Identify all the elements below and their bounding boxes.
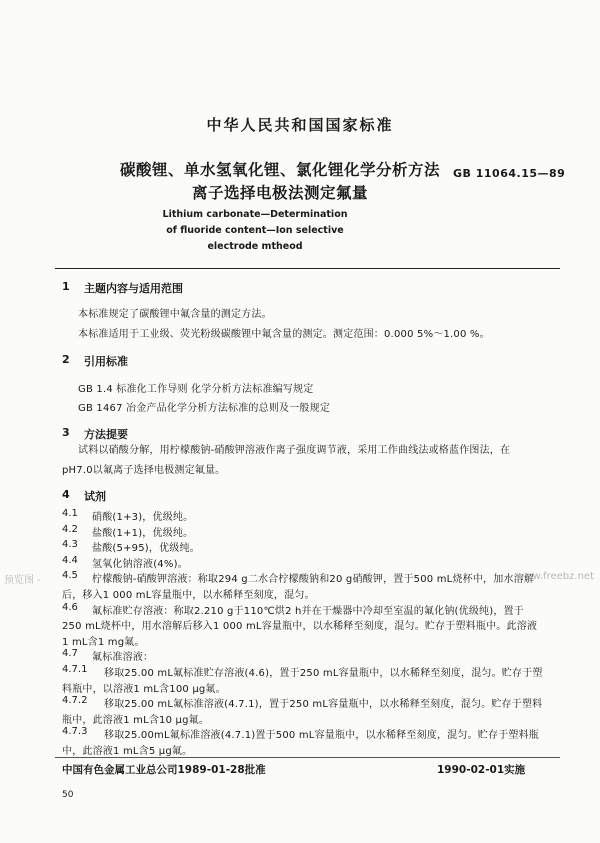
reagent-item-number: 4.7.2 — [62, 695, 88, 706]
reagent-item-number: 4.4 — [62, 555, 78, 566]
section-number: 2 — [62, 353, 70, 366]
reference-gb-1467: GB 1467 冶金产品化学分析方法标准的总则及一般规定 — [78, 403, 331, 414]
reagent-item-continuation: 中，此溶液1 mL含5 μg氟。 — [62, 746, 193, 757]
reagent-item-number: 4.3 — [62, 539, 78, 550]
reagent-item-text: 移取25.00mL氟标准溶液(4.7.1)置于500 mL容量瓶中，以水稀释至刻度，混匀。贮存于塑料瓶 — [104, 730, 539, 741]
approval-note: 中国有色金属工业总公司1989-01-28批准 — [62, 764, 266, 776]
reagent-item-continuation: 250 mL烧杯中，用水溶解后移入1 000 mL容量瓶中，以水稀释至刻度，混匀。贮存于塑料瓶中。此溶液 — [62, 621, 538, 632]
section-number: 1 — [62, 280, 70, 293]
reagent-item-number: 4.7.1 — [62, 664, 88, 675]
section-title: 试剂 — [84, 490, 106, 503]
section-number: 4 — [62, 488, 70, 501]
watermark-left: 预览图 - — [4, 575, 41, 586]
implementation-date: 1990-02-01实施 — [437, 764, 526, 776]
reagent-item-text: 盐酸(5+95)，优级纯。 — [92, 543, 200, 554]
english-title-line-3: electrode mtheod — [207, 241, 303, 252]
reagent-item-text: 硝酸(1+3)，优级纯。 — [92, 512, 194, 523]
reagent-item-text: 移取25.00 mL氟标准贮存溶液(4.6)，置于250 mL容量瓶中，以水稀释至刻度，混匀。贮存于塑 — [104, 668, 543, 679]
reagent-item-number: 4.7.3 — [62, 726, 88, 737]
reagent-item-text: 氟标准贮存溶液：称取2.210 g于110℃烘2 h并在干燥器中冷却至室温的氟化钠(优级纯)，置于 — [92, 606, 524, 617]
section-number: 3 — [62, 426, 70, 439]
reagent-item-text: 氢氧化钠溶液(4%)。 — [92, 559, 188, 570]
reagent-item-continuation: 后，移入1 000 mL容量瓶中，以水稀释至刻度，混匀。 — [62, 590, 315, 601]
reagent-item-continuation: 料瓶中，以溶液1 mL含100 μg氟。 — [62, 684, 226, 695]
reagent-item-text: 氟标准溶液： — [92, 652, 154, 663]
section-title: 方法提要 — [84, 428, 128, 441]
reagent-item-text: 移取25.00 mL氟标准溶液(4.7.1)，置于250 mL容量瓶中，以水稀释至刻度，混匀。贮存于塑料 — [104, 699, 543, 710]
section-1-para-2: 本标准适用于工业级、荧光粉级碳酸锂中氟含量的测定。测定范围：0.000 5%～1.00 %。 — [78, 329, 490, 340]
reagent-item-number: 4.6 — [62, 602, 78, 613]
english-title-line-2: of fluoride content—Ion selective — [166, 225, 344, 236]
section-1-para-1: 本标准规定了碳酸锂中氟含量的测定方法。 — [78, 309, 272, 320]
reagent-item-number: 4.5 — [62, 570, 78, 581]
document-title-line-1: 碳酸锂、单水氢氧化锂、氯化锂化学分析方法 — [119, 161, 440, 179]
standard-number: GB 11064.15—89 — [453, 167, 566, 180]
section-3-para-line-1: 试料以硝酸分解，用柠檬酸钠-硝酸钾溶液作离子强度调节液，采用工作曲线法或格蓝作图法，在 — [78, 445, 511, 456]
reagent-item-continuation: 瓶中，此溶液1 mL含10 μg氟。 — [62, 715, 210, 726]
reagent-item-number: 4.7 — [62, 648, 78, 659]
document-title-line-2: 离子选择电极法测定氟量 — [191, 184, 368, 202]
reagent-item-continuation: 1 mL含1 mg氟。 — [62, 637, 145, 648]
footer-rule — [55, 757, 560, 758]
section-3-para-line-2: pH7.0以氟离子选择电极测定氟量。 — [62, 465, 226, 476]
section-title: 主题内容与适用范围 — [84, 282, 183, 295]
reagent-item-text: 柠檬酸钠-硝酸钾溶液：称取294 g二水合柠檬酸钠和20 g硝酸钾，置于500 mL烧杯中，加水溶解 — [92, 574, 535, 585]
reagent-item-text: 盐酸(1+1)，优级纯。 — [92, 528, 194, 539]
watermark-right: www.freebz.net — [516, 571, 594, 582]
reagent-item-number: 4.1 — [62, 508, 78, 519]
section-title: 引用标准 — [84, 355, 128, 368]
reference-gb-1-4: GB 1.4 标准化工作导则 化学分析方法标准编写规定 — [78, 384, 314, 395]
header-rule — [55, 268, 560, 269]
reagent-item-number: 4.2 — [62, 524, 78, 535]
page-number: 50 — [62, 790, 74, 800]
national-standard-heading: 中华人民共和国国家标准 — [206, 116, 394, 134]
english-title-line-1: Lithium carbonate—Determination — [162, 209, 348, 220]
